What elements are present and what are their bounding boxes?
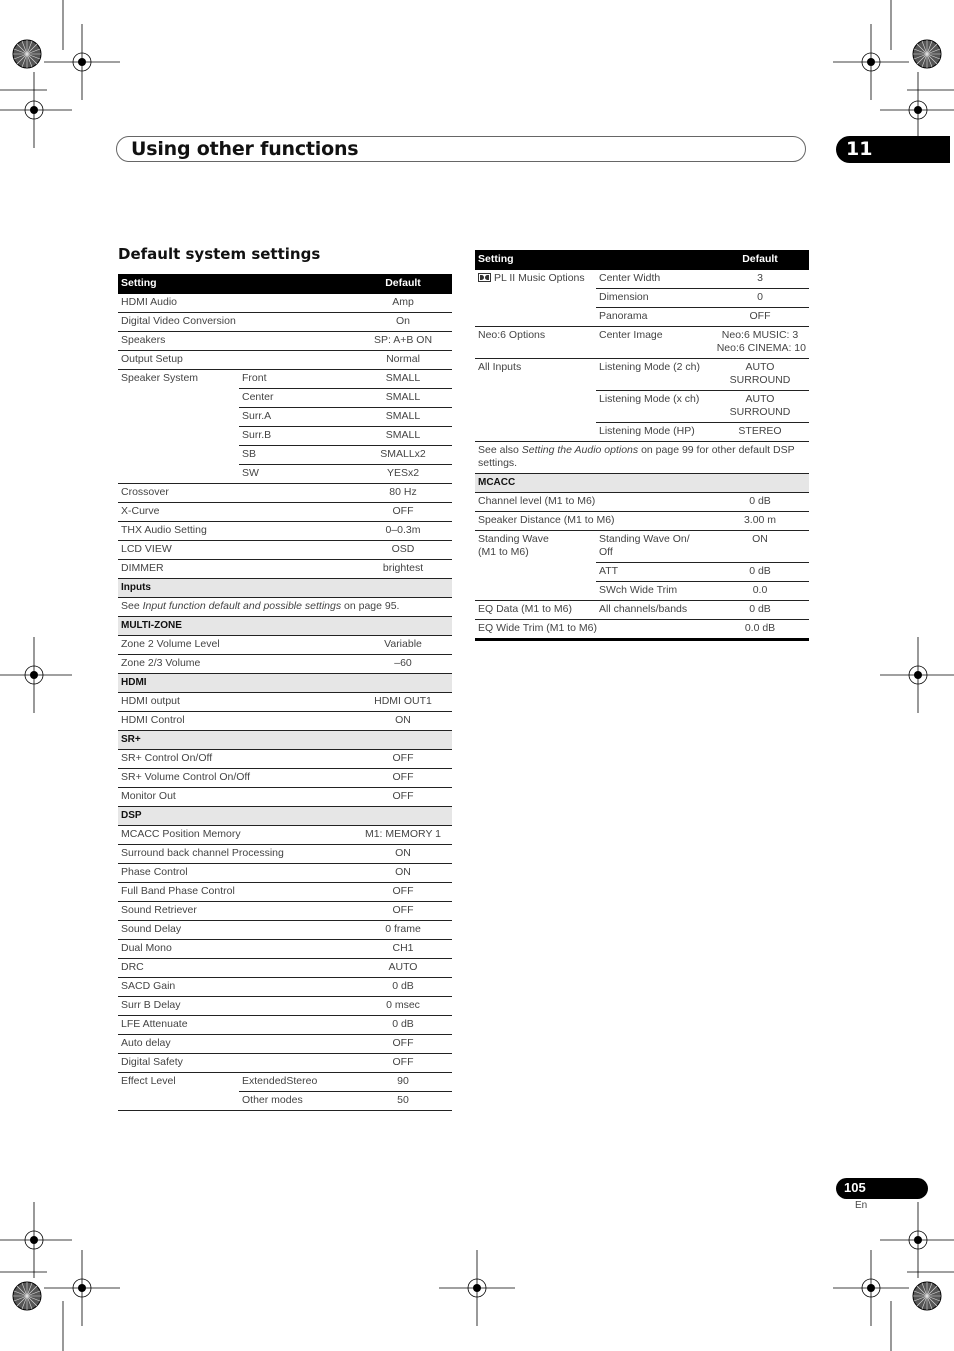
table-row xyxy=(475,531,809,563)
section-row-srplus xyxy=(118,731,452,750)
table-row xyxy=(118,560,452,579)
section-heading: SR+ xyxy=(118,731,452,750)
section-row-hdmi xyxy=(118,674,452,693)
setting-default: 0–0.3m xyxy=(354,522,452,541)
table-row xyxy=(118,484,452,503)
col-header-default: Default xyxy=(354,274,452,294)
chapter-header xyxy=(116,136,806,162)
setting-default: 0 dB xyxy=(711,493,809,512)
setting-default: SMALL xyxy=(354,427,452,446)
table-row xyxy=(118,1054,452,1073)
setting-name: LFE Attenuate xyxy=(118,1016,354,1035)
setting-name: Channel level (M1 to M6) xyxy=(475,493,711,512)
table-row xyxy=(118,503,452,522)
table-row xyxy=(118,370,452,389)
setting-default: ON xyxy=(354,845,452,864)
setting-name: Surr B Delay xyxy=(118,997,354,1016)
setting-default: ON xyxy=(354,864,452,883)
setting-name: Full Band Phase Control xyxy=(118,883,354,902)
setting-default: 0 dB xyxy=(354,978,452,997)
setting-default: Variable xyxy=(354,636,452,655)
sub-setting-name: SW xyxy=(239,465,354,484)
setting-default: SMALLx2 xyxy=(354,446,452,465)
setting-default: 0 dB xyxy=(711,601,809,620)
setting-default: 0 frame xyxy=(354,921,452,940)
table-row xyxy=(118,655,452,674)
setting-default: Neo:6 MUSIC: 3 Neo:6 CINEMA: 10 xyxy=(711,327,809,359)
setting-name: Surround back channel Processing xyxy=(118,845,354,864)
setting-name: LCD VIEW xyxy=(118,541,354,560)
setting-default: 3.00 m xyxy=(711,512,809,531)
section-row-mcacc xyxy=(475,474,809,493)
col-header-default: Default xyxy=(711,250,809,270)
table-row xyxy=(118,978,452,997)
sub-setting-name: Surr.A xyxy=(239,408,354,427)
table-row xyxy=(118,294,452,313)
setting-default: SP: A+B ON xyxy=(354,332,452,351)
sub-setting-name: ExtendedStereo xyxy=(239,1073,354,1092)
sub-setting-name: Listening Mode (x ch) xyxy=(596,391,711,423)
section-heading: Inputs xyxy=(118,579,452,598)
setting-default: –60 xyxy=(354,655,452,674)
setting-default: 0 dB xyxy=(354,1016,452,1035)
setting-default: 0 xyxy=(711,289,809,308)
setting-name: All Inputs xyxy=(475,359,596,442)
table-row xyxy=(118,598,452,617)
table-row xyxy=(118,332,452,351)
table-row xyxy=(118,883,452,902)
setting-default: M1: MEMORY 1 xyxy=(354,826,452,845)
default-settings-table-left xyxy=(118,274,452,1111)
table-row xyxy=(118,750,452,769)
sub-setting-name: Standing Wave On/ Off xyxy=(596,531,711,563)
setting-default: 0.0 dB xyxy=(711,620,809,640)
setting-name: PL II Music Options xyxy=(475,270,596,327)
page-number-tab xyxy=(836,1178,928,1199)
sub-setting-name: SB xyxy=(239,446,354,465)
sub-setting-name: Panorama xyxy=(596,308,711,327)
table-row xyxy=(475,601,809,620)
sub-setting-name: Center Image xyxy=(596,327,711,359)
setting-default: 90 xyxy=(354,1073,452,1092)
dolby-double-d-icon xyxy=(478,273,491,286)
section-row-multizone xyxy=(118,617,452,636)
table-row xyxy=(118,826,452,845)
sub-setting-name: Listening Mode (HP) xyxy=(596,423,711,442)
setting-name: Digital Video Conversion xyxy=(118,313,354,332)
setting-default: SMALL xyxy=(354,370,452,389)
setting-name: Zone 2/3 Volume xyxy=(118,655,354,674)
page-number: 105 xyxy=(844,1180,866,1195)
table-row xyxy=(118,845,452,864)
setting-default: On xyxy=(354,313,452,332)
setting-name: Auto delay xyxy=(118,1035,354,1054)
section-title: Default system settings xyxy=(118,245,321,263)
setting-name: Neo:6 Options xyxy=(475,327,596,359)
section-heading: HDMI xyxy=(118,674,452,693)
table-row xyxy=(118,959,452,978)
setting-default: OFF xyxy=(354,769,452,788)
chapter-number: 11 xyxy=(846,138,873,160)
setting-default: 0.0 xyxy=(711,582,809,601)
table-row xyxy=(475,620,809,640)
setting-default: 3 xyxy=(711,270,809,289)
setting-default: HDMI OUT1 xyxy=(354,693,452,712)
page-language: En xyxy=(855,1200,868,1211)
table-row xyxy=(118,1035,452,1054)
setting-default: OFF xyxy=(354,788,452,807)
table-row xyxy=(475,493,809,512)
setting-default: ON xyxy=(354,712,452,731)
setting-default: ON xyxy=(711,531,809,563)
setting-default: YESx2 xyxy=(354,465,452,484)
setting-name: HDMI output xyxy=(118,693,354,712)
setting-name: Crossover xyxy=(118,484,354,503)
sub-setting-name: All channels/bands xyxy=(596,601,711,620)
setting-default: 0 dB xyxy=(711,563,809,582)
table-row xyxy=(118,351,452,370)
sub-setting-name: SWch Wide Trim xyxy=(596,582,711,601)
setting-default: AUTO SURROUND xyxy=(711,359,809,391)
table-row xyxy=(118,1016,452,1035)
table-row xyxy=(475,442,809,474)
setting-name: DRC xyxy=(118,959,354,978)
setting-name: Sound Delay xyxy=(118,921,354,940)
setting-default: AUTO SURROUND xyxy=(711,391,809,423)
sub-setting-name: Center xyxy=(239,389,354,408)
sub-setting-name: Listening Mode (2 ch) xyxy=(596,359,711,391)
section-row-inputs xyxy=(118,579,452,598)
sub-setting-name: ATT xyxy=(596,563,711,582)
section-heading: DSP xyxy=(118,807,452,826)
table-row xyxy=(118,769,452,788)
setting-name: HDMI Control xyxy=(118,712,354,731)
col-header-setting: Setting xyxy=(118,274,354,294)
table-row xyxy=(118,693,452,712)
table-header-row xyxy=(475,250,809,270)
setting-name: DIMMER xyxy=(118,560,354,579)
sub-setting-name: Other modes xyxy=(239,1092,354,1111)
table-row xyxy=(118,1073,452,1092)
setting-name: Dual Mono xyxy=(118,940,354,959)
table-row xyxy=(475,512,809,531)
table-row xyxy=(475,327,809,359)
setting-name: Effect Level xyxy=(118,1073,239,1111)
section-row-dsp xyxy=(118,807,452,826)
setting-default: OFF xyxy=(354,503,452,522)
setting-name: Speaker System xyxy=(118,370,239,484)
setting-default: CH1 xyxy=(354,940,452,959)
setting-name: Output Setup xyxy=(118,351,354,370)
setting-default: Amp xyxy=(354,294,452,313)
setting-default: OSD xyxy=(354,541,452,560)
setting-name: EQ Data (M1 to M6) xyxy=(475,601,596,620)
setting-name: Phase Control xyxy=(118,864,354,883)
setting-name: SACD Gain xyxy=(118,978,354,997)
chapter-title: Using other functions xyxy=(131,138,359,160)
default-settings-table-right xyxy=(475,250,809,641)
setting-default: OFF xyxy=(711,308,809,327)
table-row xyxy=(118,313,452,332)
setting-default: SMALL xyxy=(354,408,452,427)
table-row xyxy=(118,712,452,731)
table-row xyxy=(118,902,452,921)
setting-name: Standing Wave (M1 to M6) xyxy=(475,531,596,601)
setting-default: SMALL xyxy=(354,389,452,408)
setting-name: X-Curve xyxy=(118,503,354,522)
setting-default: AUTO xyxy=(354,959,452,978)
inputs-note: See Input function default and possible settings on page 95. xyxy=(118,598,452,617)
table-row xyxy=(118,940,452,959)
sub-setting-name: Dimension xyxy=(596,289,711,308)
table-row xyxy=(118,541,452,560)
table-row xyxy=(118,522,452,541)
setting-name: THX Audio Setting xyxy=(118,522,354,541)
table-row xyxy=(475,359,809,391)
setting-default: 0 msec xyxy=(354,997,452,1016)
setting-name: EQ Wide Trim (M1 to M6) xyxy=(475,620,711,640)
setting-name: Sound Retriever xyxy=(118,902,354,921)
setting-default: STEREO xyxy=(711,423,809,442)
setting-name: Speakers xyxy=(118,332,354,351)
setting-default: 50 xyxy=(354,1092,452,1111)
setting-default: brightest xyxy=(354,560,452,579)
col-header-setting: Setting xyxy=(475,250,711,270)
table-row xyxy=(118,636,452,655)
section-heading: MULTI-ZONE xyxy=(118,617,452,636)
setting-name: SR+ Volume Control On/Off xyxy=(118,769,354,788)
sub-setting-name: Front xyxy=(239,370,354,389)
table-header-row xyxy=(118,274,452,294)
setting-default: OFF xyxy=(354,883,452,902)
setting-name: MCACC Position Memory xyxy=(118,826,354,845)
dsp-note: See also Setting the Audio options on page 99 for other default DSP settings. xyxy=(475,442,809,474)
section-heading: MCACC xyxy=(475,474,809,493)
table-row xyxy=(118,921,452,940)
table-row xyxy=(118,864,452,883)
setting-name: Digital Safety xyxy=(118,1054,354,1073)
setting-name: Monitor Out xyxy=(118,788,354,807)
setting-default: OFF xyxy=(354,1035,452,1054)
sub-setting-name: Surr.B xyxy=(239,427,354,446)
setting-default: 80 Hz xyxy=(354,484,452,503)
chapter-number-tab xyxy=(836,136,950,163)
setting-default: OFF xyxy=(354,750,452,769)
setting-default: OFF xyxy=(354,1054,452,1073)
sub-setting-name: Center Width xyxy=(596,270,711,289)
table-row xyxy=(475,270,809,289)
setting-default: OFF xyxy=(354,902,452,921)
setting-name: Zone 2 Volume Level xyxy=(118,636,354,655)
setting-name: HDMI Audio xyxy=(118,294,354,313)
table-row xyxy=(118,997,452,1016)
setting-name: SR+ Control On/Off xyxy=(118,750,354,769)
setting-name: Speaker Distance (M1 to M6) xyxy=(475,512,711,531)
setting-default: Normal xyxy=(354,351,452,370)
table-row xyxy=(118,788,452,807)
